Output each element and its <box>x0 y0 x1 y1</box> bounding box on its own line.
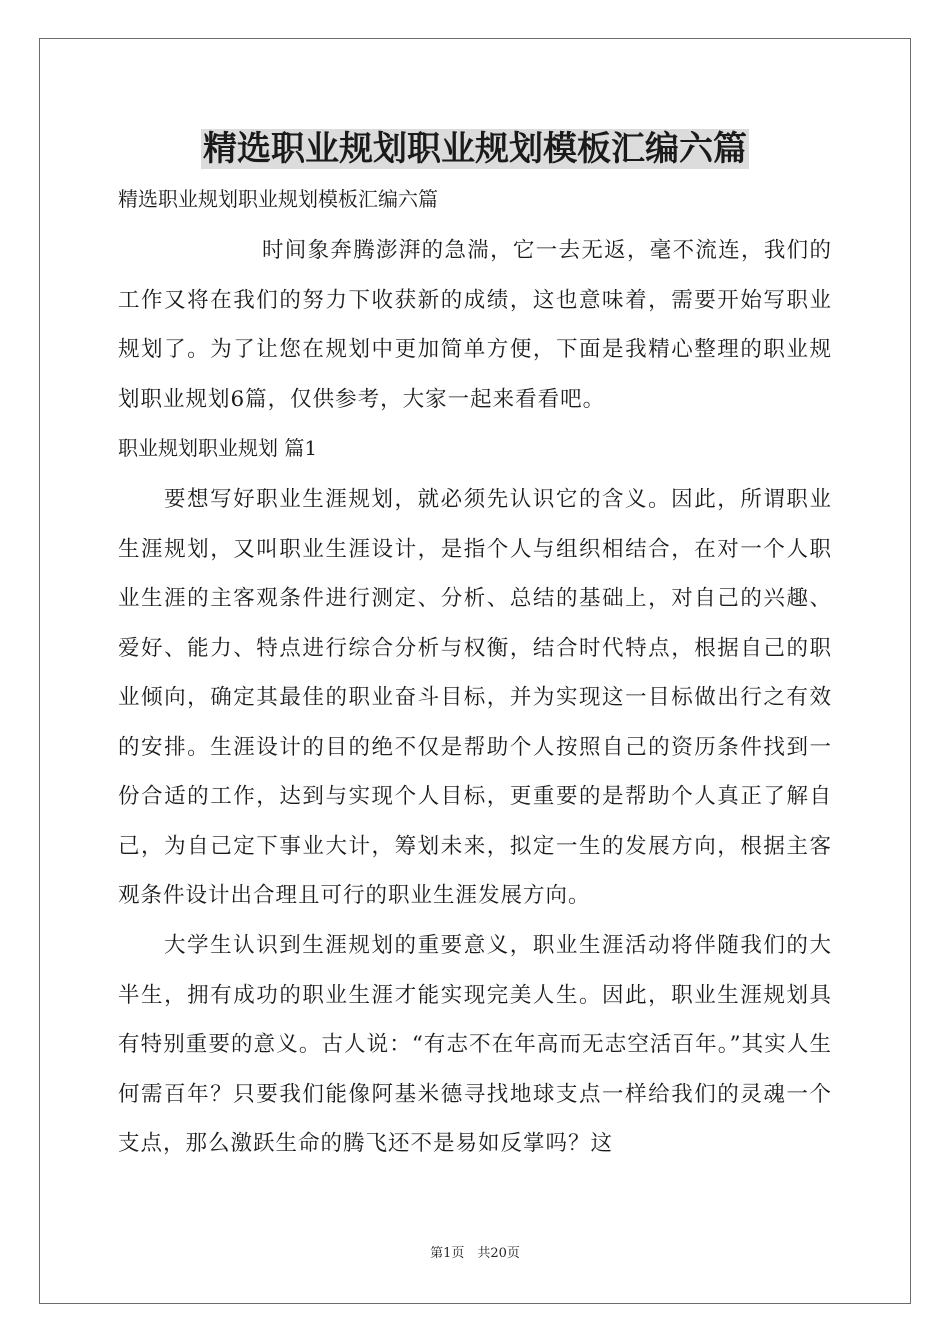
document-title-text: 精选职业规划职业规划模板汇编六篇 <box>203 129 747 169</box>
body-paragraph-1: 要想写好职业生涯规划，就必须先认识它的含义。因此，所谓职业生涯规划，又叫职业生涯设计，是指个人与组织相结合，在对一个人职业生涯的主客观条件进行测定、分析、总结的基础上，对自己的兴趣、爱好、能力、特点进行综合分析与权衡，结合时代特点，根据自己的职业倾向，确定其最佳的职业奋斗目标，并为实现这一目标做出行之有效的安排。生涯设计的目的绝不仅是帮助个人按照自己的资历条件找到一份合适的工作，达到与实现个人目标，更重要的是帮助个人真正了解自己，为自己定下事业大计，筹划未来，拟定一生的发展方向，根据主客观条件设计出合理且可行的职业生涯发展方向。 <box>118 487 832 908</box>
page-number-footer: 第1页 共20页 <box>430 1246 520 1261</box>
intro-paragraph: 时间象奔腾澎湃的急湍，它一去无返，毫不流连，我们的工作又将在我们的努力下收获新的成绩，这也意味着，需要开始写职业规划了。为了让您在规划中更加简单方便，下面是我精心整理的职业规划职业规划6篇，仅供参考，大家一起来看看吧。 <box>118 238 832 412</box>
document-subtitle: 精选职业规划职业规划模板汇编六篇 <box>118 187 438 211</box>
body-paragraph-2: 大学生认识到生涯规划的重要意义，职业生涯活动将伴随我们的大半生，拥有成功的职业生涯才能实现完美人生。因此，职业生涯规划具有特别重要的意义。古人说：“有志不在年高而无志空活百年。”其实人生何需百年？只要我们能像阿基米德寻找地球支点一样给我们的灵魂一个支点，那么激跃生命的腾飞还不是易如反掌吗？这 <box>118 933 832 1156</box>
section-heading: 职业规划职业规划 篇1 <box>118 436 318 460</box>
document-title <box>0 126 950 172</box>
